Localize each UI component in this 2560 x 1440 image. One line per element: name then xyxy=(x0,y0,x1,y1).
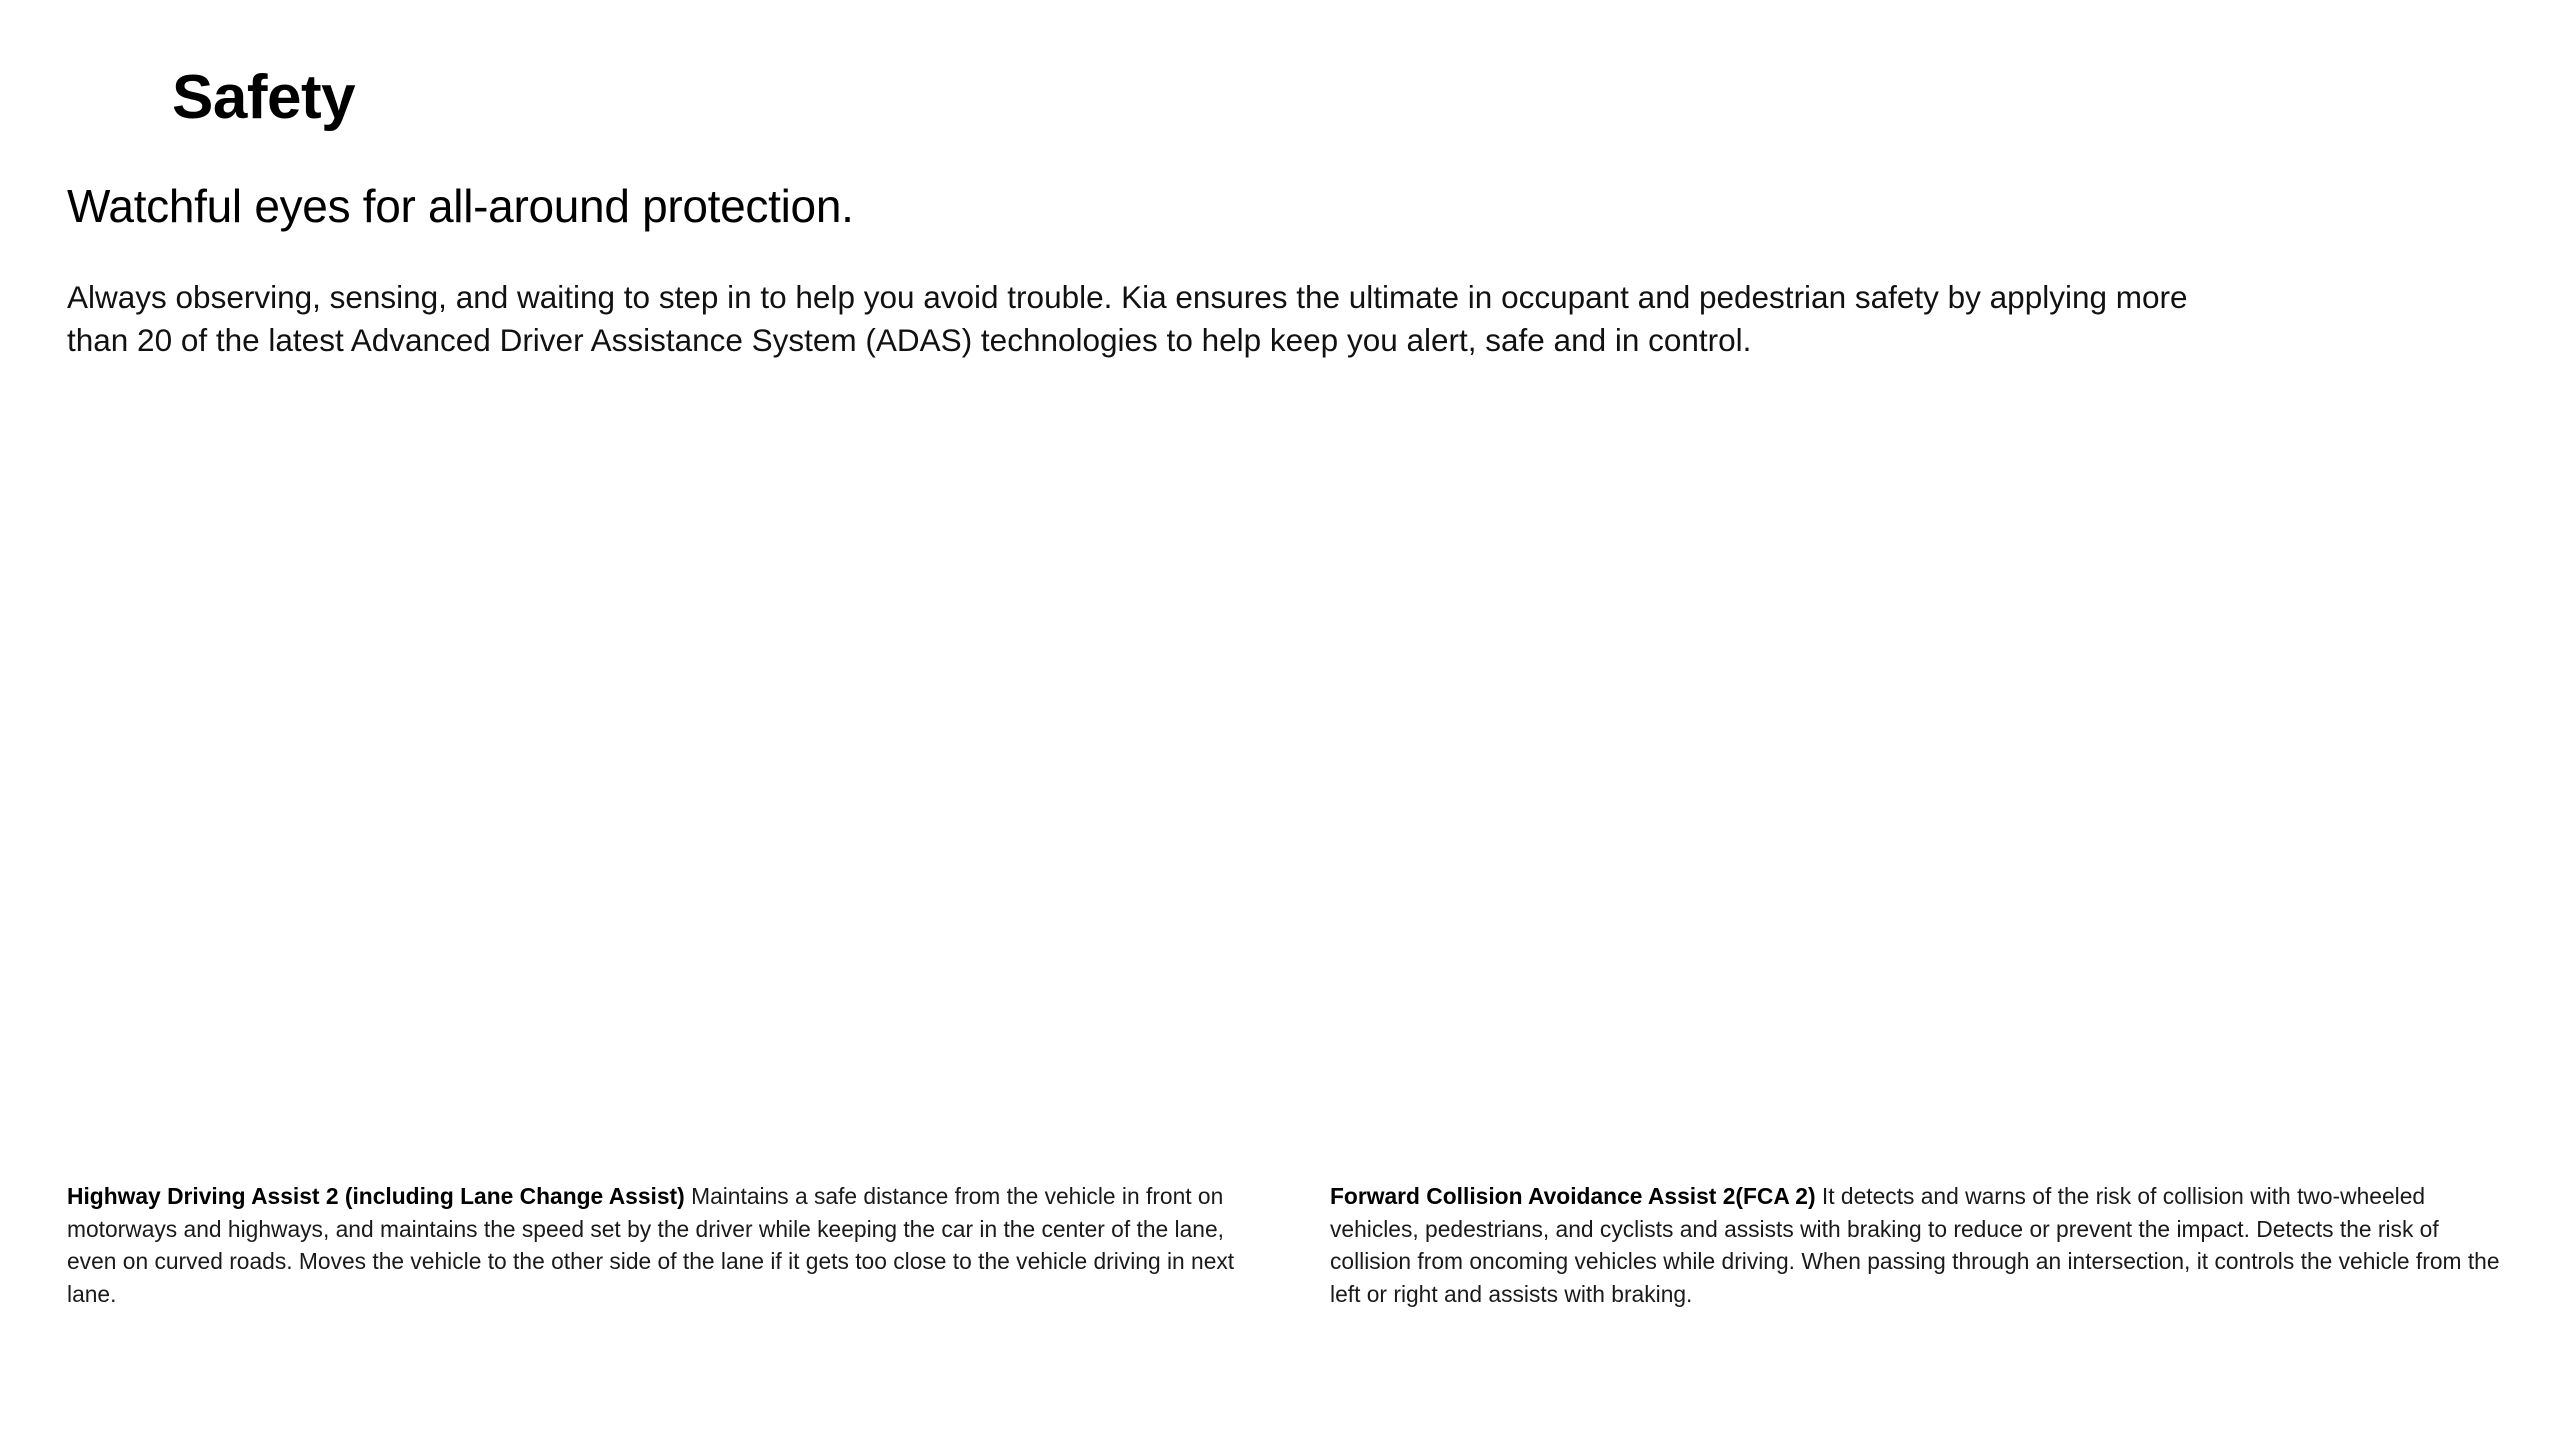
feature-title: Forward Collision Avoidance Assist 2(FCA 2) xyxy=(1330,1183,1816,1209)
feature-title: Highway Driving Assist 2 (including Lane Change Assist) xyxy=(67,1183,685,1209)
feature-forward-collision-avoidance xyxy=(1330,1180,2510,1310)
hero-intro: Always observing, sensing, and waiting to step in to help you avoid trouble. Kia ensures the ultimate in occupant and pedestrian safety by applying more than 20 of the latest Advanced Driver Assistance System (ADAS) technologies to help keep you alert, safe and in control. xyxy=(67,279,2188,358)
section-title: Safety xyxy=(172,63,356,132)
media-placeholder xyxy=(67,410,2493,1150)
hero-headline: Watchful eyes for all-around protection. xyxy=(67,180,854,232)
feature-description: It detects and warns of the risk of collision with two-wheeled vehicles, pedestrians, and cyclists and assists with braking to reduce or prevent the impact. Detects the risk of collision from oncoming vehicles while driving. When passing through an intersection, it controls the vehicle from the left or right and assists with braking. xyxy=(1330,1183,2500,1307)
feature-description: Maintains a safe distance from the vehicle in front on motorways and highways, and maintains the speed set by the driver while keeping the car in the center of the lane, even on curved roads. Moves the vehicle to the other side of the lane if it gets too close to the vehicle driving in next lane. xyxy=(67,1183,1235,1307)
feature-highway-driving-assist xyxy=(67,1180,1262,1310)
